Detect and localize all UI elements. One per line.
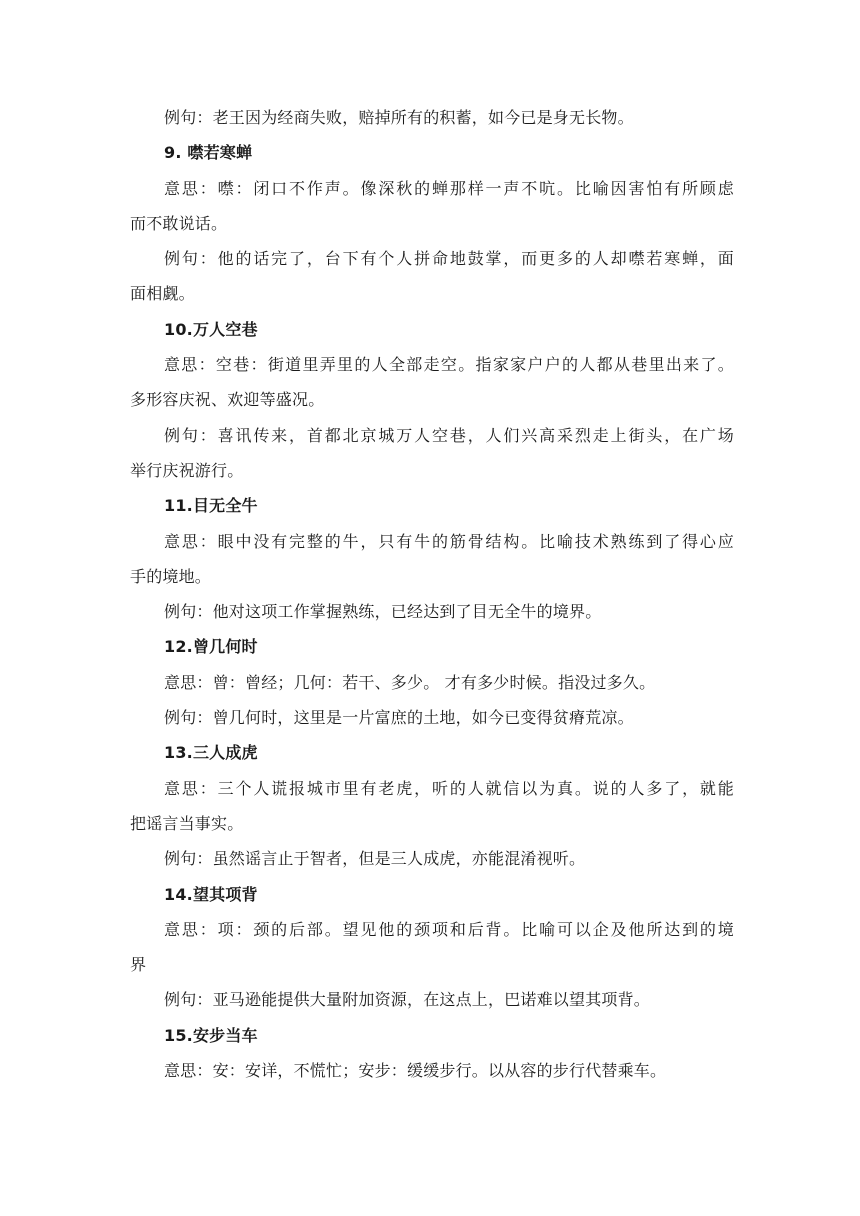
paragraph-line: 手的境地。	[130, 566, 212, 586]
idiom-heading: 10.万人空巷	[164, 319, 258, 339]
idiom-heading: 11.目无全牛	[164, 496, 258, 516]
paragraph-line: 举行庆祝游行。	[130, 460, 244, 480]
idiom-heading: 9. 噤若寒蝉	[164, 143, 253, 163]
idiom-heading: 13.三人成虎	[164, 743, 258, 763]
paragraph-line: 意思：噤：闭口不作声。像深秋的蝉那样一声不吭。比喻因害怕有所顾虑	[164, 178, 734, 198]
paragraph-line: 例句：亚马逊能提供大量附加资源，在这点上，巴诺难以望其项背。	[164, 990, 651, 1010]
paragraph-line: 意思：三个人谎报城市里有老虎，听的人就信以为真。说的人多了，就能	[164, 778, 734, 798]
paragraph-line: 例句：喜讯传来，首都北京城万人空巷，人们兴高采烈走上街头，在广场	[164, 425, 734, 445]
paragraph-line: 例句：他的话完了，台下有个人拼命地鼓掌，而更多的人却噤若寒蝉，面	[164, 249, 734, 269]
paragraph-line: 例句：曾几何时，这里是一片富庶的土地，如今已变得贫瘠荒凉。	[164, 708, 634, 728]
paragraph-line: 例句：他对这项工作掌握熟练，已经达到了目无全牛的境界。	[164, 602, 602, 622]
paragraph-line: 例句：老王因为经商失败，赔掉所有的积蓄，如今已是身无长物。	[164, 108, 634, 127]
paragraph-line: 界	[130, 955, 147, 975]
idiom-heading: 15.安步当车	[164, 1025, 258, 1045]
paragraph-line: 意思：安：安详，不慌忙；安步：缓缓步行。以从容的步行代替乘车。	[164, 1061, 667, 1081]
paragraph-line: 意思：项：颈的后部。望见他的颈项和后背。比喻可以企及他所达到的境	[164, 919, 734, 939]
paragraph-line: 把谣言当事实。	[130, 813, 244, 833]
paragraph-line: 多形容庆祝、欢迎等盛况。	[130, 390, 325, 410]
paragraph-line: 例句：虽然谣言止于智者，但是三人成虎，亦能混淆视听。	[164, 849, 586, 869]
idiom-heading: 12.曾几何时	[164, 637, 258, 657]
paragraph-line: 而不敢说话。	[130, 213, 228, 233]
paragraph-line: 面相觑。	[130, 284, 195, 304]
paragraph-line: 意思：眼中没有完整的牛，只有牛的筋骨结构。比喻技术熟练到了得心应	[164, 531, 734, 551]
paragraph-line: 意思：空巷：街道里弄里的人全部走空。指家家户户的人都从巷里出来了。	[164, 355, 734, 375]
idiom-heading: 14.望其项背	[164, 884, 258, 904]
paragraph-line: 意思：曾：曾经；几何：若干、多少。 才有多少时候。指没过多久。	[164, 672, 656, 692]
document-body	[130, 100, 734, 1088]
